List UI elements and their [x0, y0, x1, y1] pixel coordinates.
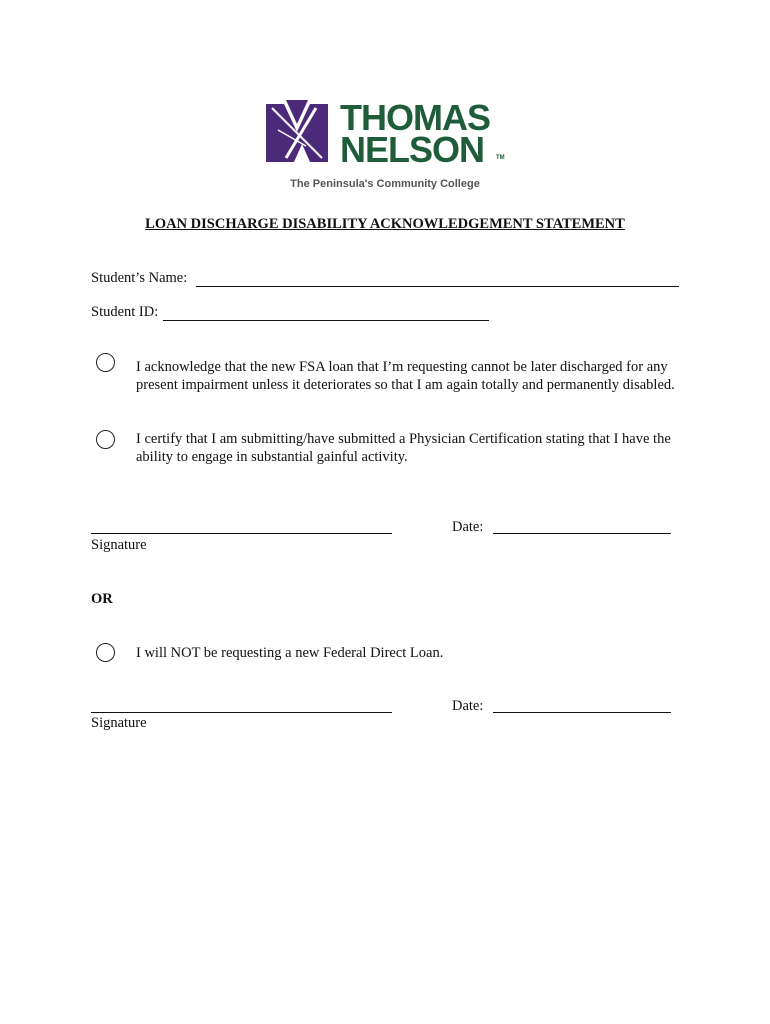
logo-trademark: TM	[496, 155, 505, 161]
student-id-field[interactable]	[163, 320, 489, 321]
signature-label-1: Signature	[91, 537, 147, 553]
no-loan-text: I will NOT be requesting a new Federal Direct Loan.	[136, 645, 444, 661]
acknowledge-text: I acknowledge that the new FSA loan that I’m requesting cannot be later discharged for any present impairment unless it deteriorates so that I am again totally and permanently disabled.	[136, 359, 675, 393]
signature-field-1[interactable]	[91, 533, 392, 534]
no-loan-radio[interactable]	[96, 643, 115, 662]
acknowledge-radio[interactable]	[96, 353, 115, 372]
or-separator: OR	[91, 591, 113, 607]
student-name-field[interactable]	[196, 286, 679, 287]
certify-text: I certify that I am submitting/have submitted a Physician Certification stating that I have the ability to engage in substantial gainful activity.	[136, 431, 671, 465]
signature-field-2[interactable]	[91, 712, 392, 713]
date-label-1: Date:	[452, 519, 484, 535]
logo-tagline: The Peninsula's Community College	[290, 178, 480, 190]
student-name-label: Student’s Name:	[91, 270, 188, 286]
date-field-2[interactable]	[493, 712, 671, 713]
logo-wordmark-nelson: NELSON	[340, 129, 485, 170]
thomas-nelson-logo-icon	[266, 100, 328, 162]
certify-radio[interactable]	[96, 430, 115, 449]
student-id-label: Student ID:	[91, 304, 159, 320]
date-field-1[interactable]	[493, 533, 671, 534]
logo-wordmark-thomas: THOMAS	[340, 97, 490, 138]
date-label-2: Date:	[452, 698, 484, 714]
form-title: LOAN DISCHARGE DISABILITY ACKNOWLEDGEMENT STATEMENT	[145, 216, 625, 232]
signature-label-2: Signature	[91, 715, 147, 731]
